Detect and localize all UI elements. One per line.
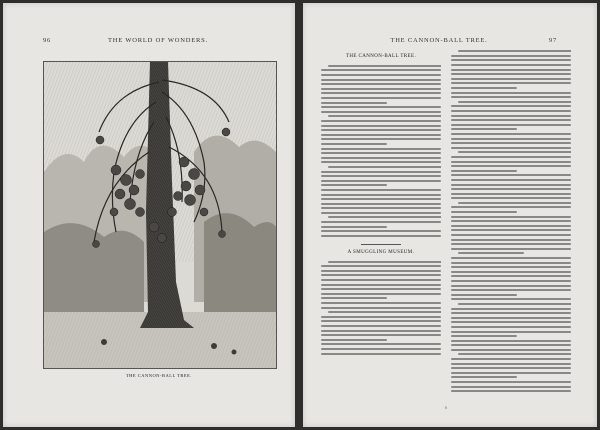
body-text-block-1 [321, 64, 441, 239]
tree-illustration [44, 62, 276, 368]
section-heading-cannon-ball-tree: THE CANNON-BALL TREE. [345, 54, 417, 59]
right-page [303, 3, 597, 427]
left-running-title: THE WORLD OF WONDERS. [108, 37, 208, 44]
signature-mark: 6 [445, 405, 447, 410]
right-running-title: THE CANNON-BALL TREE. [390, 37, 488, 44]
text-line [451, 389, 571, 394]
figure-caption: THE CANNON-BALL TREE. [125, 373, 193, 378]
section-rule [361, 244, 401, 245]
section-heading-smuggling-museum: A SMUGGLING MUSEUM. [347, 249, 415, 255]
right-page-number: 97 [548, 37, 557, 44]
left-page-number: 96 [43, 37, 52, 44]
text-column-left [321, 53, 441, 356]
left-page [3, 3, 295, 427]
text-column-right [451, 49, 571, 394]
text-line [321, 351, 441, 356]
body-text-block-2 [321, 259, 441, 355]
cannon-ball-tree-engraving [43, 61, 277, 369]
body-text-block-3 [451, 49, 571, 394]
text-line [321, 234, 441, 239]
